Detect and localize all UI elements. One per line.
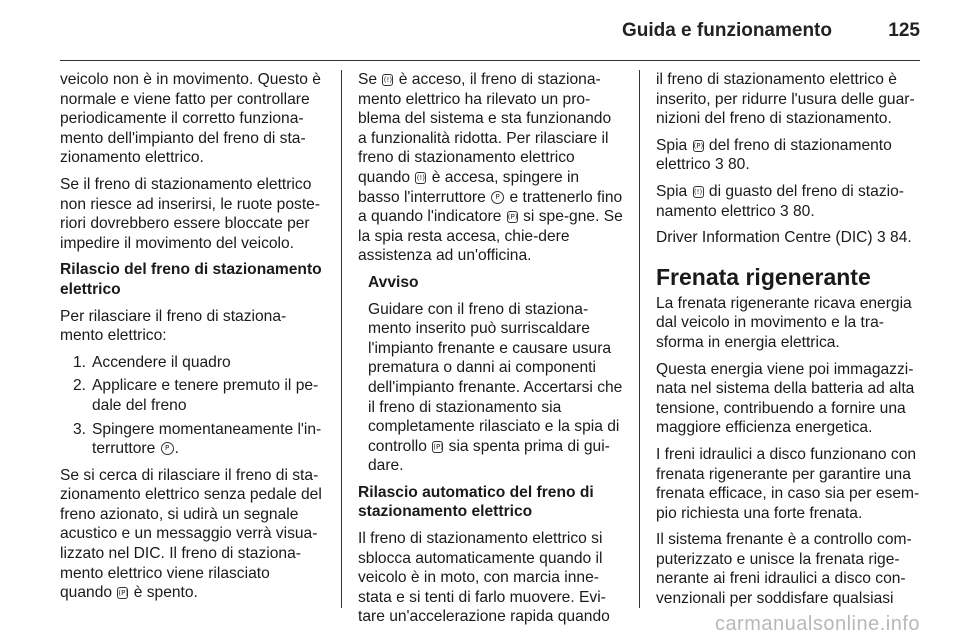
brake-lamp-icon: (P) — [118, 589, 129, 598]
section-title: Guida e funzionamento — [621, 20, 832, 41]
brake-lamp-icon: (P) — [507, 213, 518, 222]
text-run: Se — [358, 71, 378, 88]
text-run: del freno di stazionamento elettrico — [656, 136, 892, 174]
column-divider-1 — [341, 70, 342, 608]
column-1 — [60, 70, 326, 610]
paragraph: I freni idraulici a disco funzionano con frenata rigenerante per garantire una frenata efficace, in caso sia per esem-pio richiesta una forte frenata. — [656, 445, 920, 522]
step-text-b: . — [174, 440, 179, 458]
step-number: 3. — [72, 420, 86, 438]
text-run: si spe-gne. Se la spia resta accesa, chie-dere assistenza ad un'officina. — [358, 208, 623, 265]
step-text: Accendere il quadro — [92, 353, 231, 371]
list-item — [60, 420, 326, 459]
text-run: Spia — [656, 182, 688, 200]
paragraph: Il sistema frenante è a controllo com-puterizzato e unisce la frenata rige-nerante ai freni idraulici a disco con-venzionali per soddisfare qualsiasi — [656, 531, 912, 608]
brake-lamp-icon: (P) — [693, 141, 704, 150]
paragraph: Se il freno di stazionamento elettrico non riesce ad inserirsi, le ruote poste-riori dovrebbero essere bloccate per impedire il movimento del veicolo. — [60, 175, 321, 252]
text-run: è acceso, il freno di staziona-mento elettrico ha rilevato un pro-blema del sistema e sta funzionando a funzionalità ridotta. Per rilasciare il freno di stazionamento elettrico quando — [358, 71, 612, 186]
reference-arrow-icon: 3 — [876, 229, 886, 247]
text-run: Spia — [656, 136, 688, 154]
cross-reference — [656, 182, 922, 221]
column-3 — [656, 70, 922, 616]
step-text-a: Spingere momentaneamente l'in-terruttore — [92, 420, 322, 458]
fault-lamp-icon: (!) — [416, 173, 426, 182]
step-text — [92, 420, 326, 459]
paragraph: Questa energia viene poi immagazzi-nata nel sistema della batteria ad alta tensione, contribuendo a fornire una maggiore efficienza energetica. — [656, 360, 915, 437]
brake-lamp-icon: (P) — [433, 442, 443, 451]
text-run: e trattenerlo fino a quando l'indicatore — [358, 188, 623, 226]
reference-page: 84. — [890, 229, 912, 247]
column-2 — [358, 70, 624, 634]
page-number: 125 — [888, 20, 920, 41]
watermark: carmanualsonline.info — [714, 613, 920, 635]
reference-arrow-icon: 3 — [779, 202, 789, 220]
brake-switch-icon: P — [161, 442, 174, 455]
reference-page: 80. — [727, 156, 750, 174]
cross-reference — [656, 228, 922, 248]
paragraph: veicolo non è in movimento. Questo è normale e viene fatto per controllare periodicamente il corretto funziona-mento dell'impianto del freno di sta-zionamento elettrico. — [60, 71, 321, 167]
warning-note — [358, 273, 624, 476]
text-run: di guasto del freno di stazio-namento elettrico — [656, 182, 904, 220]
brake-switch-icon: P — [491, 191, 504, 204]
paragraph: Per rilasciare il freno di staziona-mento elettrico: — [60, 307, 287, 345]
paragraph: Il freno di stazionamento elettrico si sblocca automaticamente quando il veicolo è in moto, con marcia inne-stata e si tenti di farlo muovere. Evi-tare un'accelerazione rapida quando — [358, 530, 610, 626]
cross-reference — [656, 136, 922, 175]
list-item — [60, 353, 326, 373]
subheading-release: Rilascio del freno di stazionamento elettrico — [60, 261, 322, 298]
step-number: 1. — [72, 353, 86, 371]
release-steps-list — [60, 353, 326, 459]
column-divider-2 — [639, 70, 640, 608]
fault-lamp-icon: (!) — [383, 75, 393, 84]
reference-page: 80. — [793, 202, 815, 220]
text-run: Se si cerca di rilasciare il freno di sta-zionamento elettrico senza pedale del freno azionato, si udirà un segnale acustico e un messaggio verrà visua-lizzato nel DIC. Il freno di staziona-mento elettrico viene rilasciato quando — [60, 466, 322, 602]
header-divider — [60, 60, 920, 61]
note-text — [368, 300, 624, 476]
paragraph — [60, 466, 326, 603]
page-header — [0, 0, 960, 60]
paragraph — [358, 70, 624, 266]
text-run: è spento. — [133, 584, 198, 602]
step-number: 2. — [72, 377, 86, 395]
fault-lamp-icon: (!) — [693, 187, 703, 196]
text-run: Driver Information Centre (DIC) — [656, 229, 873, 247]
text-run: è accesa, spingere in basso l'interruttore — [358, 168, 580, 206]
text-run: Guidare con il freno di staziona-mento inserito può surriscaldare l'impianto frenante e causare usura prematura o danni ai componenti dell'impianto frenante. Accertarsi che il freno di stazionamento sia completamente rilasciato e la spia di controllo — [368, 300, 623, 455]
paragraph: La frenata rigenerante ricava energia dal veicolo in movimento e la tra-sforma in energia elettrica. — [656, 294, 912, 351]
note-title: Avviso — [368, 273, 419, 291]
step-text: Applicare e tenere premuto il pe-dale del freno — [92, 377, 319, 414]
reference-arrow-icon: 3 — [714, 156, 724, 174]
paragraph: il freno di stazionamento elettrico è inserito, per ridurre l'usura delle guar-nizioni del freno di stazionamento. — [656, 71, 915, 128]
list-item — [60, 376, 326, 415]
section-heading: Frenata rigenerante — [656, 263, 871, 290]
subheading-auto-release: Rilascio automatico del freno di stazionamento elettrico — [358, 483, 594, 521]
text-run: sia spenta prima di gui-dare. — [368, 437, 610, 475]
